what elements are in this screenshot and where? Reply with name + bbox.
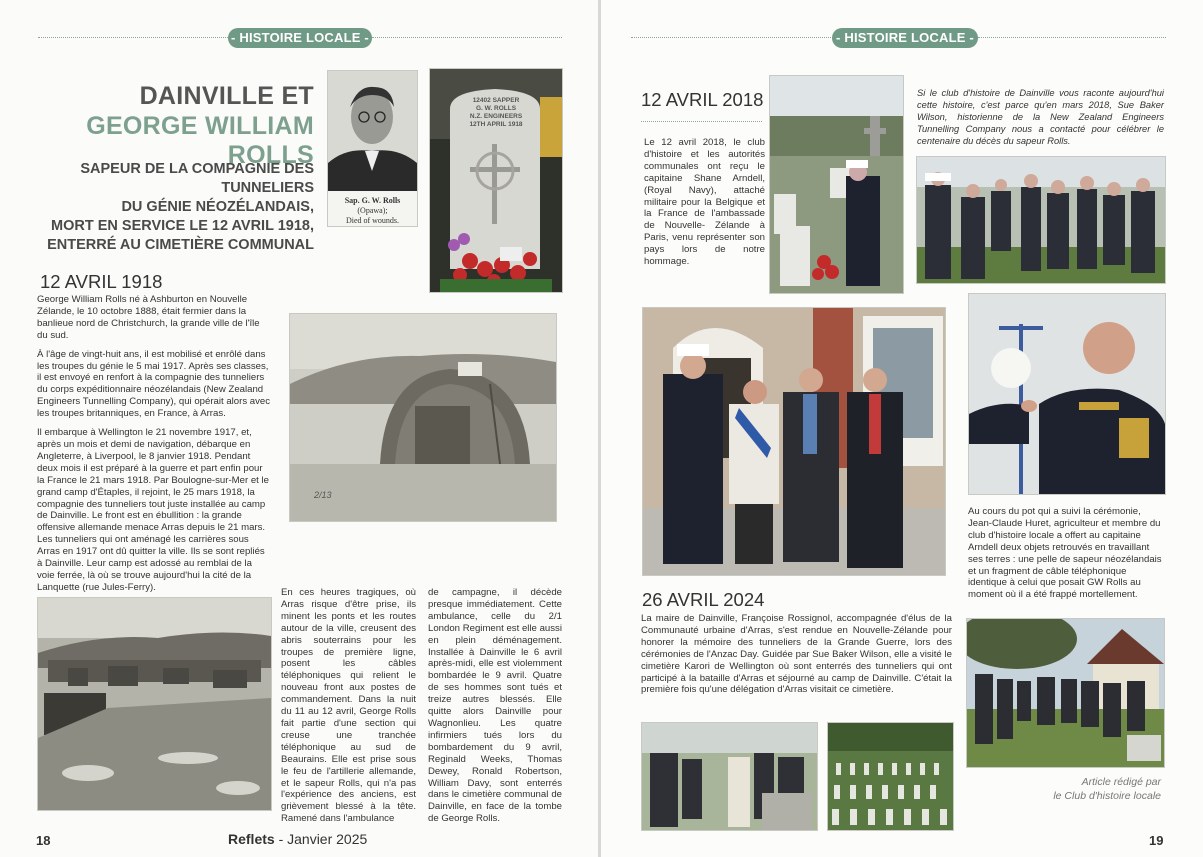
subtitle-line: DU GÉNIE NÉOZÉLANDAIS, bbox=[121, 199, 314, 215]
credit-line: Article rédigé par bbox=[1081, 776, 1161, 788]
inscription-line: G. W. ROLLS bbox=[475, 105, 517, 112]
officer-photo bbox=[968, 293, 1166, 495]
inscription-line: 12402 SAPPER bbox=[472, 97, 520, 104]
right-page bbox=[601, 0, 1203, 857]
inscription-line: 12TH APRIL 1918 bbox=[469, 121, 523, 128]
credit-line: le Club d'histoire locale bbox=[1053, 790, 1161, 802]
intro-2018: Le 12 avril 2018, le club d'histoire et les autorités communales ont reçu le capitaine Shane Arndell, (Royal Navy), attaché militaire pour la Belgique et la France de l'ambassade de Nouvelle- Zélande à Paris, venu représenter son pays lors de notre hommage. bbox=[644, 137, 765, 268]
section-heading-2018: 12 AVRIL 2018 bbox=[641, 89, 764, 110]
caption-line: Sap. G. W. Rolls bbox=[344, 196, 401, 205]
section-heading-1918: 12 AVRIL 1918 bbox=[40, 271, 163, 292]
trench-image bbox=[38, 598, 271, 810]
body-column-3: de campagne, il décède presque immédiatement. Cette ambulance, celle du 2/1 London Regiment est elle aussi en plein déménagement. Installée à Dainville le 6 avril après-midi, elle est violemment bombardée le 9 avril. Quatre de ses hommes sont tués et treize autres blessés. Elle quitte alors Dainville pour Wagnonlieu. Les quatre infirmiers tués lors du bombardement du 9 avril, Reginald Weeks, Thomas Dewey, Ronald Robertson, William Davy, sont enterrés dans le cimetière communal de Dainville, en face de la tombe de George Rolls. bbox=[428, 587, 562, 825]
section-label: - HISTOIRE LOCALE - bbox=[832, 28, 978, 48]
section-label: - HISTOIRE LOCALE - bbox=[228, 28, 372, 48]
subtitle bbox=[10, 160, 314, 255]
body-column-2: En ces heures tragiques, où Arras risque d'être prise, ils minent les ponts et les routes autour de la ville, creusent des abris souterrains pour les troupes de première ligne, posent les câbles téléphoniques qui relient le nouveau front aux postes de commandement. Dans la nuit du 11 au 12 avril, George Rolls fait partie d'une section qui creuse une tranchée téléphonique au sud de Beaurains. Elle est prise sous le feu de l'artillerie allemande, et le sapeur Rolls, qui n'a pas l'expérience des anciens, est grièvement blessé à la tête. Ramené dans l'ambulance bbox=[281, 587, 416, 825]
magazine-name: Reflets bbox=[228, 831, 275, 847]
pot-text: Au cours du pot qui a suivi la cérémonie, Jean-Claude Huret, agriculteur et membre du club d'histoire locale a offert au capitaine Arndell deux objets retrouvés en travaillant ses terres : une pelle de sapeur néozélandais et un fragment de câble téléphonique identique à celui que posait GW Rolls au moment où il a été frappé mortellement. bbox=[968, 506, 1162, 601]
grave-photo bbox=[429, 68, 563, 293]
portrait-image bbox=[328, 71, 417, 191]
title-line-2: GEORGE WILLIAM ROLLS bbox=[86, 112, 314, 169]
cemetery-visit-photo bbox=[641, 722, 818, 831]
caption-line: Died of wounds. bbox=[345, 216, 400, 225]
divider bbox=[978, 37, 1166, 38]
subtitle-line: ENTERRÉ AU CIMETIÈRE COMMUNAL bbox=[47, 237, 314, 253]
karori-group-photo bbox=[966, 618, 1165, 768]
magazine-footer bbox=[228, 831, 367, 847]
paragraph: George William Rolls né à Ashburton en Nouvelle Zélande, le 10 octobre 1888, était fermier dans la banlieue nord de Christchurch, la grande ville de l'île du sud. bbox=[37, 294, 260, 341]
divider bbox=[631, 37, 831, 38]
cemetery-image bbox=[770, 76, 903, 293]
inscription-line: N.Z. ENGINEERS bbox=[469, 113, 523, 120]
group-image bbox=[643, 308, 945, 575]
intro-column bbox=[37, 294, 272, 601]
divider bbox=[372, 37, 562, 38]
subtitle-line: MORT EN SERVICE LE 12 AVRIL 1918, bbox=[51, 218, 314, 234]
group-photo-mayor bbox=[642, 307, 946, 576]
page-number-left: 18 bbox=[36, 833, 51, 848]
trench-photo bbox=[37, 597, 272, 811]
paragraph: À l'âge de vingt-huit ans, il est mobilisé et enrôlé dans les troupes du génie le 5 mai 1917. Après ses classes, il est envoyé en renfort à la compagnie des tunneliers du corps expéditionnaire néozélandais (New Zealand Engineers Tunnelling Company), qui opérait alors avec les troupes britanniques, en France, à Arras. bbox=[37, 348, 271, 420]
subtitle-line: SAPEUR DE LA COMPAGNIE DES TUNNELIERS bbox=[80, 161, 314, 196]
nissen-hut-photo bbox=[289, 313, 557, 522]
karori-cemetery-photo bbox=[827, 722, 954, 831]
section-heading-2024: 26 AVRIL 2024 bbox=[642, 589, 765, 610]
divider bbox=[38, 37, 228, 38]
divider bbox=[641, 121, 762, 122]
title-line-1: DAINVILLE ET bbox=[139, 82, 314, 110]
caption-line: (Opawa); bbox=[357, 206, 388, 215]
top-italic-text: Si le club d'histoire de Dainville vous raconte aujourd'hui cette histoire, c'est parce qu'en mars 2018, Sue Baker Wilson, historienne de la New Zealand Engineers Tunnelling Company nous a contacté pour célébrer le centenaire du décès du sapeur Rolls. bbox=[917, 88, 1164, 146]
officer-image bbox=[969, 294, 1165, 494]
graves-image bbox=[828, 723, 953, 830]
issue-date: - Janvier 2025 bbox=[274, 831, 368, 847]
karori-image bbox=[967, 619, 1164, 767]
visit-text: La maire de Dainville, Françoise Rossignol, accompagnée d'élus de la Communauté urbaine d'Arras, s'est rendue en Nouvelle-Zélande pour honorer la mémoire des tunneliers de la Grande Guerre, lors des cérémonies de l'Anzac Day. Guidée par Sue Baker Wilson, elle a visité le cimetière Karori de Wellington où sont enterrés des tunneliers qui ont participé à la bataille d'Arras et séjourné au camp de Dainville. C'était la première fois qu'une délégation d'Arras visitait ce cimetière. bbox=[641, 613, 952, 696]
paragraph: Il embarque à Wellington le 21 novembre 1917, et, après un mois et demi de navigation, débarque en Angleterre, à Liverpool, le 8 janvier 1918. Pendant deux mois il est préparé à la guerre et part enfin pour la France le 21 mars 1918. Par Boulogne-sur-Mer et le grand camp d'Étaples, il rejoint, le 25 mars 1918, la compagnie des tunneliers tout juste installée au camp de Dainville. Le front est en ébullition : la grande offensive allemande menace Arras depuis le 21 mars. Les tunneliers qui ont aménagé les carrières sous Arras en 1917 ont dû quitter la ville. Ils se sont repliés à Dainville. Leur camp est adossé au remblai de la voie ferrée, là où se trouve aujourd'hui la cité de la Lanquette (rue Jules-Ferry). bbox=[37, 427, 269, 593]
left-page bbox=[0, 0, 598, 857]
cemetery-ceremony-photo bbox=[769, 75, 904, 294]
photo-mark: 2/13 bbox=[314, 490, 332, 500]
delegation-photo bbox=[916, 156, 1166, 284]
portrait-caption bbox=[328, 196, 417, 226]
article-credit bbox=[981, 775, 1161, 803]
page-number-right: 19 bbox=[1149, 833, 1164, 848]
delegation-image bbox=[917, 157, 1165, 283]
visit-image bbox=[642, 723, 817, 830]
grave-inscription bbox=[460, 97, 532, 129]
portrait-photo bbox=[327, 70, 418, 227]
